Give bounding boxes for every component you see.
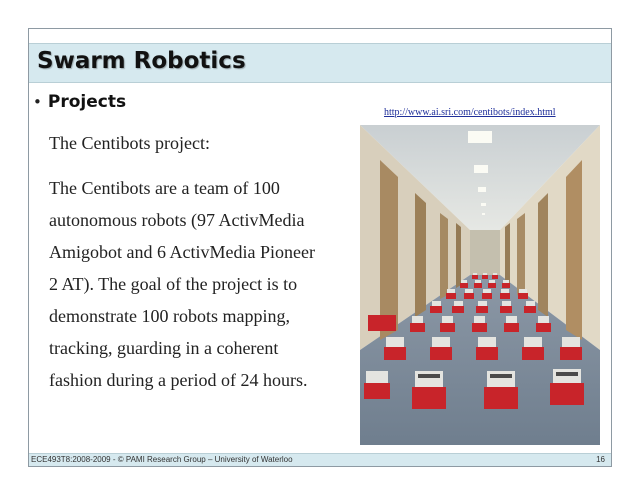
body-line: 2 AT). The goal of the project is to: [49, 274, 298, 294]
slide-title: Swarm Robotics: [37, 48, 246, 74]
slide: [28, 28, 612, 467]
body-line: Amigobot and 6 ActivMedia Pioneer: [49, 242, 315, 262]
title-bar: [29, 43, 611, 83]
slide-footer: [29, 453, 611, 467]
body-line: fashion during a period of 24 hours.: [49, 370, 308, 390]
centibots-link[interactable]: http://www.ai.sri.com/centibots/index.html: [384, 107, 556, 118]
corridor-robots-photo: [360, 125, 600, 445]
body-line: demonstrate 100 robots mapping,: [49, 306, 290, 326]
bullet-text: Projects: [47, 92, 127, 112]
bullet-item: [33, 92, 126, 112]
footer-credit: ECE493T8:2008-2009 - © PAMI Research Group – University of Waterloo: [31, 455, 293, 464]
intro-paragraph: The Centibots project:: [49, 133, 210, 153]
page-number: 16: [596, 455, 605, 464]
body-line: autonomous robots (97 ActivMedia: [49, 210, 305, 230]
body-line: tracking, guarding in a coherent: [49, 338, 279, 358]
body-paragraph: [49, 172, 349, 396]
body-line: The Centibots are a team of 100: [49, 178, 280, 198]
bullet-dot: •: [33, 93, 42, 111]
